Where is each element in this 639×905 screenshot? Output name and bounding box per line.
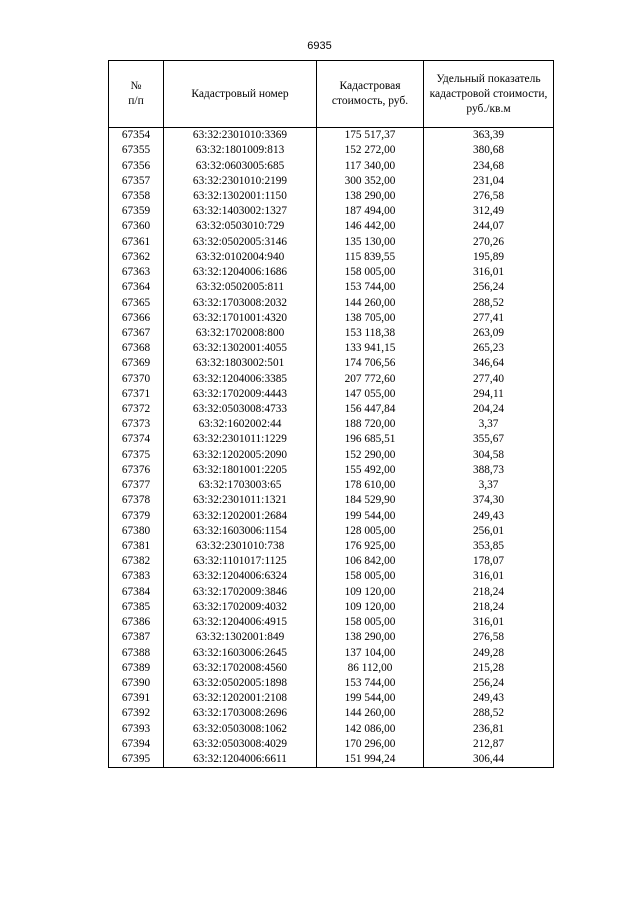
cell-specific-value: 218,24	[424, 585, 554, 600]
cell-row-number: 67390	[109, 676, 164, 691]
cell-row-number: 67382	[109, 554, 164, 569]
cell-specific-value: 236,81	[424, 722, 554, 737]
cell-row-number: 67362	[109, 250, 164, 265]
cell-cadastral-number: 63:32:1703008:2696	[164, 706, 317, 721]
cell-specific-value: 218,24	[424, 600, 554, 615]
cell-cadastral-value: 138 705,00	[317, 311, 424, 326]
table-row	[109, 265, 554, 280]
cell-cadastral-number: 63:32:2301011:1321	[164, 493, 317, 508]
cell-specific-value: 380,68	[424, 143, 554, 158]
table-row	[109, 250, 554, 265]
cell-cadastral-number: 63:32:2301011:1229	[164, 432, 317, 447]
cell-row-number: 67372	[109, 402, 164, 417]
cell-cadastral-value: 158 005,00	[317, 569, 424, 584]
cell-row-number: 67379	[109, 508, 164, 523]
cell-cadastral-number: 63:32:1302001:1150	[164, 189, 317, 204]
table-row	[109, 539, 554, 554]
cell-cadastral-number: 63:32:1204006:1686	[164, 265, 317, 280]
cell-specific-value: 355,67	[424, 432, 554, 447]
table-row	[109, 326, 554, 341]
table-row	[109, 432, 554, 447]
cell-row-number: 67368	[109, 341, 164, 356]
cell-cadastral-number: 63:32:0503010:729	[164, 219, 317, 234]
cell-row-number: 67365	[109, 295, 164, 310]
cell-row-number: 67391	[109, 691, 164, 706]
cell-cadastral-number: 63:32:0502005:1898	[164, 676, 317, 691]
cell-row-number: 67383	[109, 569, 164, 584]
cell-cadastral-number: 63:32:0503008:4733	[164, 402, 317, 417]
cell-cadastral-number: 63:32:1302001:849	[164, 630, 317, 645]
cell-specific-value: 374,30	[424, 493, 554, 508]
cell-cadastral-value: 144 260,00	[317, 706, 424, 721]
cell-cadastral-number: 63:32:1703003:65	[164, 478, 317, 493]
cell-cadastral-number: 63:32:1702009:4032	[164, 600, 317, 615]
cell-cadastral-number: 63:32:2301010:3369	[164, 128, 317, 144]
cell-cadastral-number: 63:32:1702008:4560	[164, 661, 317, 676]
table-row	[109, 645, 554, 660]
cell-row-number: 67371	[109, 387, 164, 402]
cell-row-number: 67374	[109, 432, 164, 447]
table-row	[109, 204, 554, 219]
cell-cadastral-number: 63:32:1202001:2108	[164, 691, 317, 706]
cell-cadastral-value: 115 839,55	[317, 250, 424, 265]
cell-cadastral-number: 63:32:1603006:2645	[164, 645, 317, 660]
cell-specific-value: 249,28	[424, 645, 554, 660]
cell-specific-value: 178,07	[424, 554, 554, 569]
cell-cadastral-number: 63:32:0503008:4029	[164, 737, 317, 752]
cell-specific-value: 276,58	[424, 189, 554, 204]
cell-cadastral-number: 63:32:1603006:1154	[164, 524, 317, 539]
cell-cadastral-number: 63:32:1702008:800	[164, 326, 317, 341]
table-row	[109, 585, 554, 600]
cell-cadastral-value: 175 517,37	[317, 128, 424, 144]
cell-cadastral-value: 138 290,00	[317, 189, 424, 204]
cell-cadastral-number: 63:32:1101017:1125	[164, 554, 317, 569]
cell-cadastral-value: 152 290,00	[317, 448, 424, 463]
cell-specific-value: 256,01	[424, 524, 554, 539]
cell-row-number: 67361	[109, 235, 164, 250]
header-specific-value: Удельный показатель кадастровой стоимости, руб./кв.м	[424, 61, 554, 128]
cell-row-number: 67388	[109, 645, 164, 660]
table-row	[109, 448, 554, 463]
cell-specific-value: 312,49	[424, 204, 554, 219]
table-row	[109, 615, 554, 630]
cell-row-number: 67364	[109, 280, 164, 295]
cell-specific-value: 195,89	[424, 250, 554, 265]
cell-specific-value: 3,37	[424, 417, 554, 432]
cell-cadastral-value: 184 529,90	[317, 493, 424, 508]
cell-row-number: 67360	[109, 219, 164, 234]
cell-cadastral-value: 155 492,00	[317, 463, 424, 478]
table-row	[109, 661, 554, 676]
cell-row-number: 67389	[109, 661, 164, 676]
cell-specific-value: 304,58	[424, 448, 554, 463]
table-row	[109, 158, 554, 173]
cell-specific-value: 263,09	[424, 326, 554, 341]
cell-row-number: 67386	[109, 615, 164, 630]
cell-cadastral-number: 63:32:0102004:940	[164, 250, 317, 265]
cell-cadastral-value: 178 610,00	[317, 478, 424, 493]
cell-cadastral-value: 138 290,00	[317, 630, 424, 645]
table-header-row	[109, 61, 554, 128]
table-row	[109, 706, 554, 721]
cell-row-number: 67357	[109, 174, 164, 189]
cell-specific-value: 231,04	[424, 174, 554, 189]
cell-specific-value: 363,39	[424, 128, 554, 144]
cell-specific-value: 234,68	[424, 158, 554, 173]
cell-cadastral-number: 63:32:0603005:685	[164, 158, 317, 173]
table-row	[109, 311, 554, 326]
table-row	[109, 372, 554, 387]
cell-cadastral-value: 106 842,00	[317, 554, 424, 569]
cell-specific-value: 316,01	[424, 569, 554, 584]
cell-specific-value: 256,24	[424, 280, 554, 295]
cell-cadastral-value: 174 706,56	[317, 356, 424, 371]
cell-cadastral-number: 63:32:0502005:811	[164, 280, 317, 295]
cell-row-number: 67376	[109, 463, 164, 478]
cell-cadastral-value: 135 130,00	[317, 235, 424, 250]
table-row	[109, 417, 554, 432]
cell-cadastral-value: 152 272,00	[317, 143, 424, 158]
cell-specific-value: 288,52	[424, 706, 554, 721]
cell-cadastral-value: 156 447,84	[317, 402, 424, 417]
cell-cadastral-number: 63:32:1204006:4915	[164, 615, 317, 630]
cell-row-number: 67392	[109, 706, 164, 721]
table-row	[109, 493, 554, 508]
table-row	[109, 508, 554, 523]
table-row	[109, 691, 554, 706]
table-row	[109, 569, 554, 584]
cell-specific-value: 276,58	[424, 630, 554, 645]
cell-row-number: 67354	[109, 128, 164, 144]
cell-cadastral-value: 199 544,00	[317, 508, 424, 523]
cell-cadastral-value: 176 925,00	[317, 539, 424, 554]
cell-cadastral-value: 142 086,00	[317, 722, 424, 737]
cell-cadastral-value: 188 720,00	[317, 417, 424, 432]
table-row	[109, 752, 554, 768]
cell-row-number: 67384	[109, 585, 164, 600]
cell-specific-value: 277,41	[424, 311, 554, 326]
table-row	[109, 128, 554, 144]
table-row	[109, 189, 554, 204]
cell-specific-value: 212,87	[424, 737, 554, 752]
cell-cadastral-number: 63:32:1204006:6324	[164, 569, 317, 584]
cell-cadastral-value: 153 744,00	[317, 280, 424, 295]
cell-row-number: 67355	[109, 143, 164, 158]
cell-row-number: 67377	[109, 478, 164, 493]
table-row	[109, 280, 554, 295]
header-cadastral-number: Кадастровый номер	[164, 61, 317, 128]
cell-cadastral-value: 170 296,00	[317, 737, 424, 752]
cell-cadastral-value: 158 005,00	[317, 265, 424, 280]
cell-cadastral-number: 63:32:1202001:2684	[164, 508, 317, 523]
cell-cadastral-value: 199 544,00	[317, 691, 424, 706]
table-row	[109, 174, 554, 189]
cell-cadastral-value: 144 260,00	[317, 295, 424, 310]
cell-specific-value: 249,43	[424, 508, 554, 523]
cell-specific-value: 244,07	[424, 219, 554, 234]
cell-cadastral-number: 63:32:1803002:501	[164, 356, 317, 371]
cell-row-number: 67395	[109, 752, 164, 768]
table-row	[109, 387, 554, 402]
table-row	[109, 737, 554, 752]
cell-cadastral-value: 117 340,00	[317, 158, 424, 173]
cell-cadastral-value: 146 442,00	[317, 219, 424, 234]
cell-cadastral-value: 153 118,38	[317, 326, 424, 341]
cell-specific-value: 316,01	[424, 265, 554, 280]
cell-cadastral-number: 63:32:1703008:2032	[164, 295, 317, 310]
cell-cadastral-value: 86 112,00	[317, 661, 424, 676]
cell-row-number: 67367	[109, 326, 164, 341]
cell-specific-value: 316,01	[424, 615, 554, 630]
cell-row-number: 67369	[109, 356, 164, 371]
cell-specific-value: 3,37	[424, 478, 554, 493]
cell-cadastral-value: 151 994,24	[317, 752, 424, 768]
table-row	[109, 478, 554, 493]
header-cadastral-value: Кадастровая стоимость, руб.	[317, 61, 424, 128]
cell-specific-value: 306,44	[424, 752, 554, 768]
cell-row-number: 67358	[109, 189, 164, 204]
cell-specific-value: 346,64	[424, 356, 554, 371]
cell-cadastral-value: 133 941,15	[317, 341, 424, 356]
cell-cadastral-number: 63:32:1701001:4320	[164, 311, 317, 326]
cell-row-number: 67381	[109, 539, 164, 554]
cadastral-value-table	[108, 60, 554, 768]
table-row	[109, 341, 554, 356]
cell-specific-value: 270,26	[424, 235, 554, 250]
table-row	[109, 600, 554, 615]
table-row	[109, 219, 554, 234]
cell-specific-value: 249,43	[424, 691, 554, 706]
cell-row-number: 67375	[109, 448, 164, 463]
cell-cadastral-value: 109 120,00	[317, 600, 424, 615]
cell-specific-value: 288,52	[424, 295, 554, 310]
header-row-number: № п/п	[109, 61, 164, 128]
cell-specific-value: 388,73	[424, 463, 554, 478]
cell-cadastral-number: 63:32:1801009:813	[164, 143, 317, 158]
page-number: 6935	[307, 40, 332, 52]
cell-row-number: 67380	[109, 524, 164, 539]
cell-cadastral-value: 109 120,00	[317, 585, 424, 600]
cell-cadastral-value: 207 772,60	[317, 372, 424, 387]
cell-specific-value: 215,28	[424, 661, 554, 676]
cell-row-number: 67387	[109, 630, 164, 645]
cell-row-number: 67363	[109, 265, 164, 280]
cell-cadastral-number: 63:32:0502005:3146	[164, 235, 317, 250]
cell-cadastral-number: 63:32:1801001:2205	[164, 463, 317, 478]
cell-cadastral-number: 63:32:1202005:2090	[164, 448, 317, 463]
cell-row-number: 67356	[109, 158, 164, 173]
table-row	[109, 463, 554, 478]
cell-cadastral-number: 63:32:1204006:6611	[164, 752, 317, 768]
table-row	[109, 295, 554, 310]
cell-cadastral-number: 63:32:1403002:1327	[164, 204, 317, 219]
cell-cadastral-number: 63:32:0503008:1062	[164, 722, 317, 737]
cell-cadastral-value: 196 685,51	[317, 432, 424, 447]
table-row	[109, 630, 554, 645]
cell-row-number: 67366	[109, 311, 164, 326]
cell-cadastral-value: 147 055,00	[317, 387, 424, 402]
cell-specific-value: 204,24	[424, 402, 554, 417]
table-row	[109, 356, 554, 371]
table-row	[109, 722, 554, 737]
table-row	[109, 524, 554, 539]
cell-specific-value: 256,24	[424, 676, 554, 691]
cell-row-number: 67359	[109, 204, 164, 219]
cell-specific-value: 265,23	[424, 341, 554, 356]
cell-cadastral-number: 63:32:1702009:3846	[164, 585, 317, 600]
cell-row-number: 67393	[109, 722, 164, 737]
cell-row-number: 67373	[109, 417, 164, 432]
cell-specific-value: 294,11	[424, 387, 554, 402]
cell-cadastral-value: 128 005,00	[317, 524, 424, 539]
cell-row-number: 67394	[109, 737, 164, 752]
cell-cadastral-number: 63:32:1302001:4055	[164, 341, 317, 356]
cell-cadastral-number: 63:32:2301010:738	[164, 539, 317, 554]
table-body	[109, 128, 554, 768]
cell-cadastral-value: 153 744,00	[317, 676, 424, 691]
cell-cadastral-number: 63:32:2301010:2199	[164, 174, 317, 189]
cell-row-number: 67370	[109, 372, 164, 387]
cell-cadastral-value: 137 104,00	[317, 645, 424, 660]
table-row	[109, 235, 554, 250]
table-row	[109, 402, 554, 417]
cell-row-number: 67378	[109, 493, 164, 508]
cell-specific-value: 353,85	[424, 539, 554, 554]
cell-cadastral-number: 63:32:1602002:44	[164, 417, 317, 432]
cell-cadastral-value: 300 352,00	[317, 174, 424, 189]
cell-specific-value: 277,40	[424, 372, 554, 387]
table-row	[109, 143, 554, 158]
cell-cadastral-value: 187 494,00	[317, 204, 424, 219]
cell-row-number: 67385	[109, 600, 164, 615]
cell-cadastral-number: 63:32:1702009:4443	[164, 387, 317, 402]
cell-cadastral-value: 158 005,00	[317, 615, 424, 630]
cell-cadastral-number: 63:32:1204006:3385	[164, 372, 317, 387]
table-row	[109, 554, 554, 569]
table-row	[109, 676, 554, 691]
